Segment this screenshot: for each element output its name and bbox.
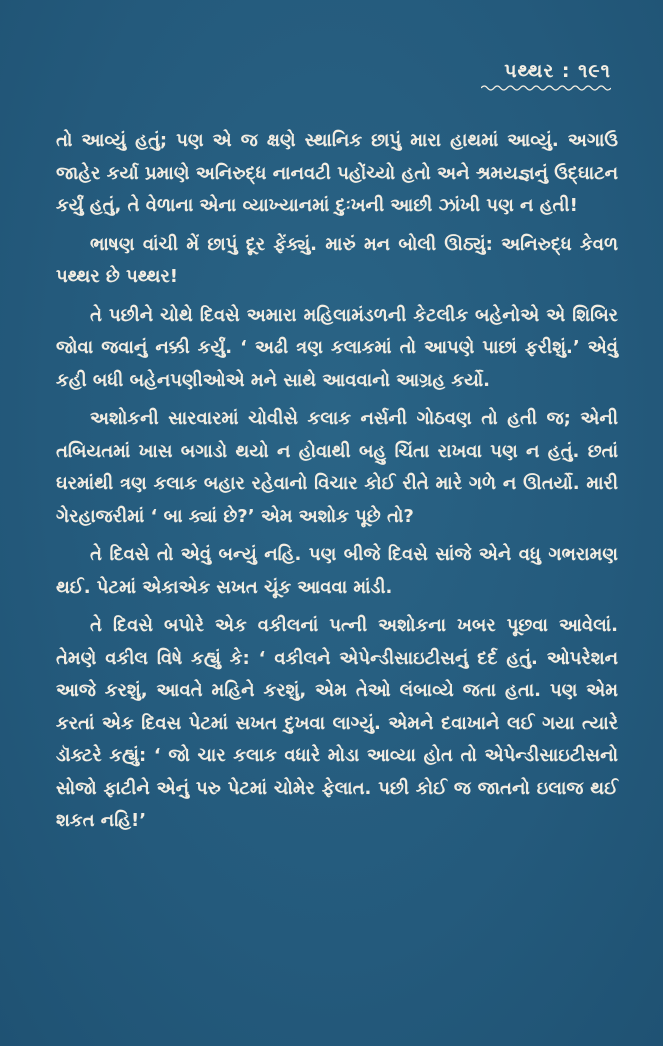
paragraph-1: તો આવ્યું હતું; પણ એ જ ક્ષણે સ્થાનિક છાપું મારા હાથમાં આવ્યું. અગાઉ જાહેર કર્યા પ્રમાણે અનિરુદ્ધ નાનવટી પહોંચ્યો હતો અને શ્રમયજ્ઞનું ઉદ્ઘાટન કર્યું હતું, તે વેળાના એના વ્યાખ્યાનમાં દુઃખની આછી ઝાંખી પણ ન હતી!	[56, 130, 618, 216]
paragraph-4: અશોકની સારવારમાં ચોવીસે કલાક નર્સની ગોઠવણ તો હતી જ; એની તબિયતમાં ખાસ બગાડો થયો ન હોવાથી બહુ ચિંતા રાખવા પણ ન હતું. છતાં ઘરમાંથી ત્રણ કલાક બહાર રહેવાનો વિચાર કોઈ રીતે મારે ગળે ન ઊતર્યો. મારી ગેરહાજરીમાં ‘ બા ક્યાં છે?’ એમ અશોક પૂછે તો?	[56, 408, 618, 527]
paragraph-3: તે પછીને ચોથે દિવસે અમારા મહિલામંડળની કેટલીક બહેનોએ એ શિબિર જોવા જવાનું નક્કી કર્યું. ‘ અઢી ત્રણ કલાકમાં તો આપણે પાછાં ફરીશું.’ એવું કહી બધી બહેનપણીઓએ મને સાથે આવવાનો આગ્રહ કર્યો.	[56, 304, 618, 391]
page-body	[56, 125, 618, 844]
decorative-wave-underline	[481, 84, 611, 92]
paragraph-2: ભાષણ વાંચી મેં છાપું દૂર ફેંક્યું. મારું મન બોલી ઊઠ્યું: અનિરુદ્ધ કેવળ પથ્થર છે પથ્થર!	[56, 233, 618, 287]
paragraph-5: તે દિવસે તો એવું બન્યું નહિ. પણ બીજે દિવસે સાંજે એને વધુ ગભરામણ થઈ. પેટમાં એકાએક સખત ચૂંક આવવા માંડી.	[56, 544, 618, 598]
page-number-label: પથ્થર : ૧૯૧	[504, 60, 611, 82]
paragraph-6: તે દિવસે બપોરે એક વકીલનાં પત્ની અશોકના ખબર પૂછવા આવેલાં. તેમણે વકીલ વિષે કહ્યું કે: ‘ વકીલને એપેન્ડીસાઇટીસનું દર્દ હતું. ઓપરેશન આજે કરશું, આવતે મહિને કરશું, એમ તેઓ લંબાવ્યે જતા હતા. પણ એમ કરતાં એક દિવસ પેટમાં સખત દુખવા લાગ્યું. એમને દવાખાને લઈ ગયા ત્યારે ડૉક્ટરે કહ્યું: ‘ જો ચાર કલાક વધારે મોડા આવ્યા હોત તો એપેન્ડીસાઇટીસનો સોજો ફાટીને એનું પરુ પેટમાં ચોમેર ફેલાત. પછી કોઈ જ જાતનો ઇલાજ થઈ શકત નહિ!’	[56, 615, 618, 831]
page-header	[481, 60, 611, 92]
